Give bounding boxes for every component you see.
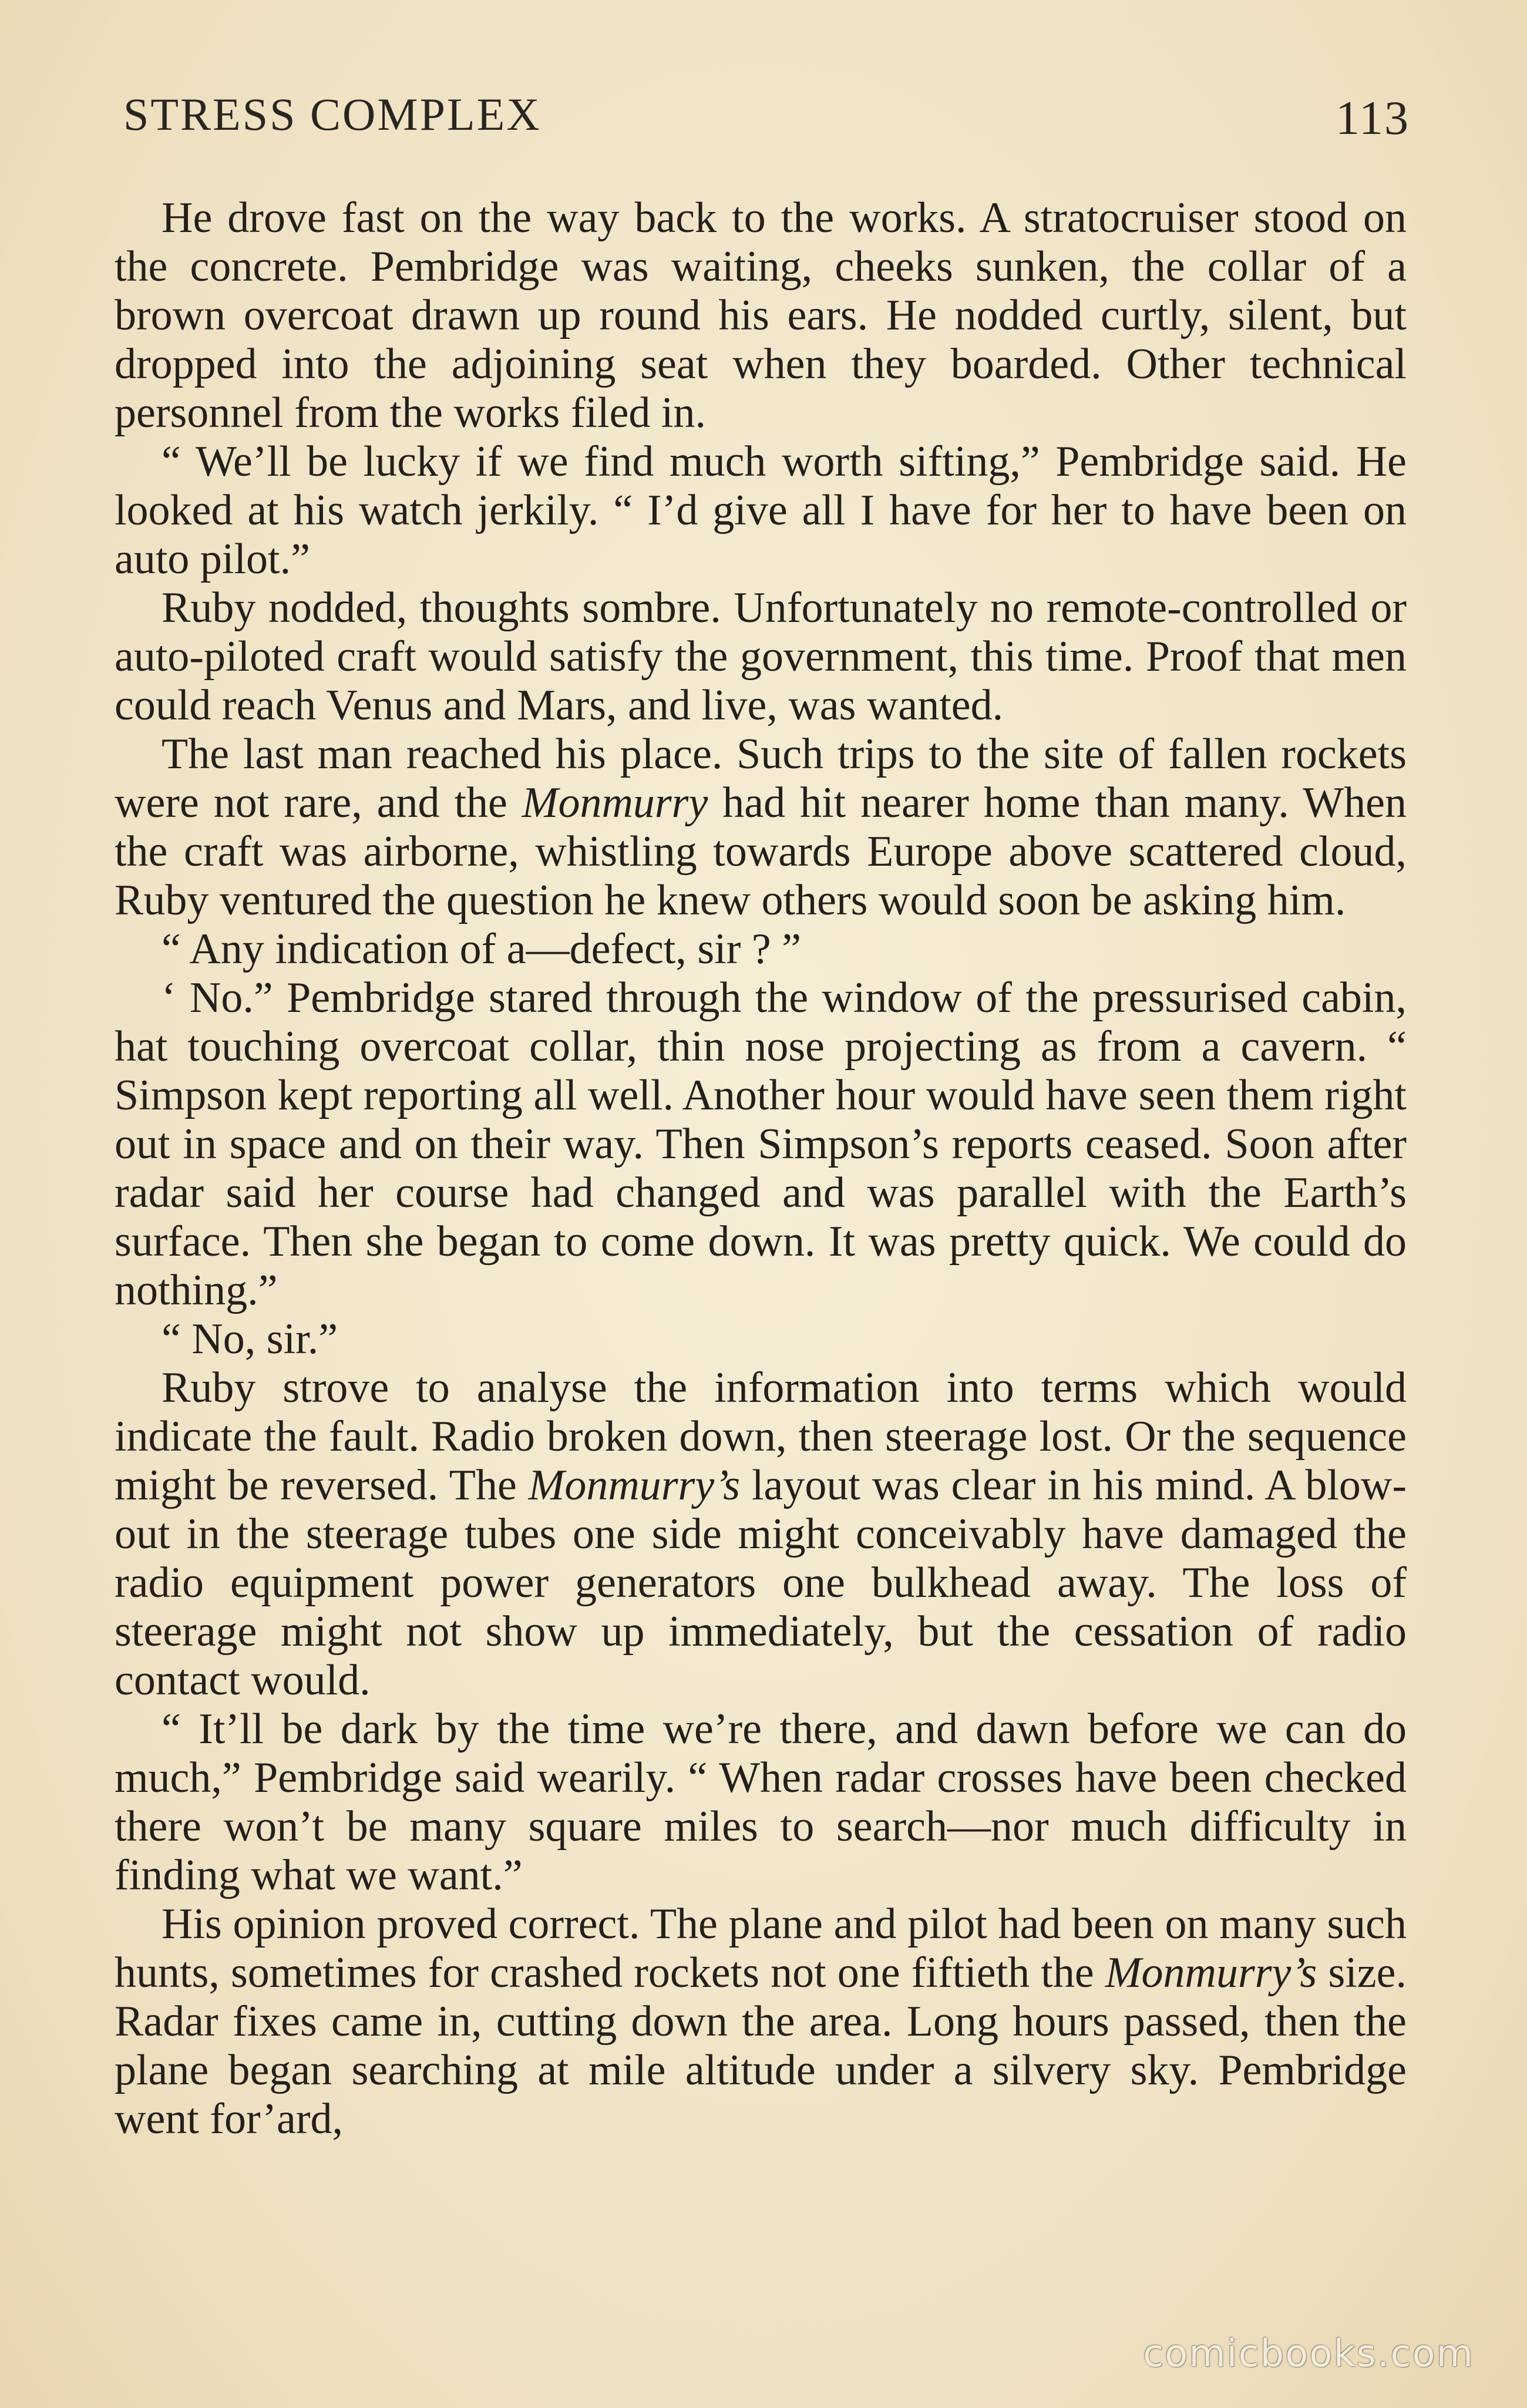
ship-name: Monmurry	[522, 779, 708, 827]
paragraph: “ We’ll be lucky if we find much worth sifting,” Pembridge said. He looked at his watch jerkily. “ I’d give all I have for her to have been on auto pilot.”	[115, 438, 1407, 583]
paragraph: Ruby strove to analyse the information into terms which would indicate the fault. Radio broken down, then steerage lost. Or the sequence might be reversed. The Monmurry’s layout was clear in his mind. A blow-out in the steerage tubes one side might conceivably have damaged the radio equipment power generators one bulkhead away. The loss of steerage might not show up immediately, but the cessation of radio contact would.	[115, 1364, 1407, 1704]
running-title: STRESS COMPLEX	[123, 89, 541, 140]
paragraph: ‘ No.” Pembridge stared through the window of the pressurised cabin, hat touching overcoat collar, thin nose projecting as from a cavern. “ Simpson kept reporting all well. Another hour would have seen them right out in space and on their way. Then Simpson’s reports ceased. Soon after radar said her course had changed and was parallel with the Earth’s surface. Then she began to come down. It was pretty quick. We could do nothing.”	[115, 974, 1407, 1314]
page-number: 113	[1336, 91, 1410, 144]
paragraph: Ruby nodded, thoughts sombre. Unfortunately no remote-controlled or auto-piloted craft would satisfy the government, this time. Proof that men could reach Venus and Mars, and live, was wanted.	[115, 584, 1407, 729]
paragraph: He drove fast on the way back to the works. A stratocruiser stood on the concrete. Pembridge was waiting, cheeks sunken, the collar of a brown overcoat drawn up round his ears. He nodded curtly, silent, but dropped into the adjoining seat when they boarded. Other technical personnel from the works filed in.	[115, 194, 1407, 437]
paragraph: The last man reached his place. Such trips to the site of fallen rockets were not rare, and the Monmurry had hit nearer home than many. When the craft was airborne, whistling towards Europe above scattered cloud, Ruby ventured the question he knew others would soon be asking him.	[115, 730, 1407, 924]
paragraph: “ Any indication of a—defect, sir ? ”	[162, 925, 802, 973]
paragraph: “ No, sir.”	[162, 1315, 338, 1363]
paragraph: His opinion proved correct. The plane and pilot had been on many such hunts, sometimes for crashed rockets not one fiftieth the Monmurry’s size. Radar fixes came in, cutting down the area. Long hours passed, then the plane began searching at mile altitude under a silvery sky. Pembridge went for’ard,	[115, 1900, 1407, 2143]
body-text	[115, 194, 1407, 2144]
watermark: comicbooks.com	[1142, 2332, 1474, 2376]
paragraph: “ It’ll be dark by the time we’re there, and dawn before we can do much,” Pembridge said wearily. “ When radar crosses have been checked there won’t be many square miles to search—nor much difficulty in finding what we want.”	[115, 1705, 1407, 1899]
running-head	[123, 88, 1410, 153]
ship-name: Monmurry’s	[528, 1461, 741, 1509]
ship-name: Monmurry’s	[1105, 1949, 1317, 1997]
